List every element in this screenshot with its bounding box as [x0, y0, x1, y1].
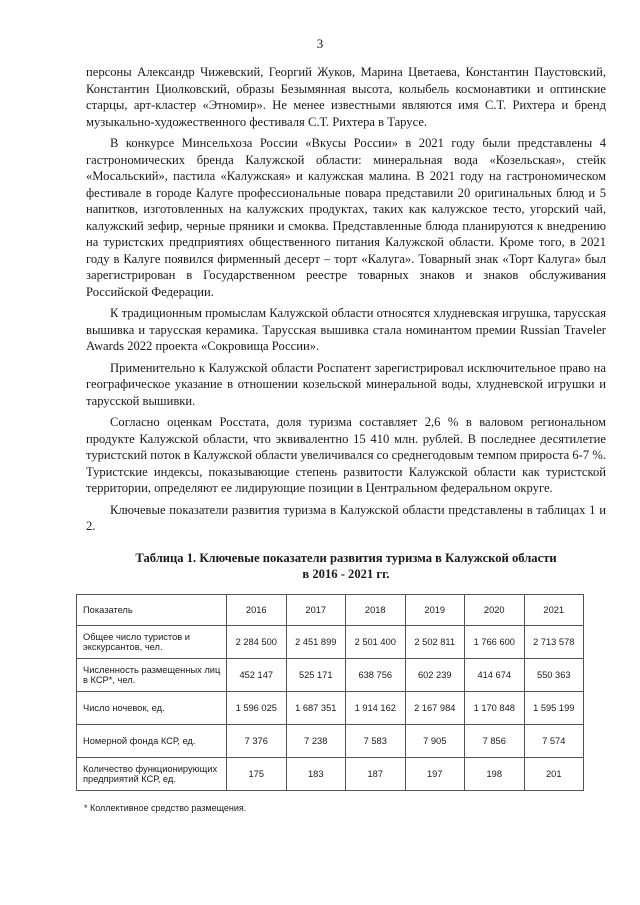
paragraph: Ключевые показатели развития туризма в Калужской области представлены в таблицах 1 и 2.: [86, 502, 606, 533]
table-cell: 7 574: [524, 725, 584, 758]
table-cell: 525 171: [286, 659, 346, 692]
row-label: Число ночевок, ед.: [77, 692, 227, 725]
paragraph: Согласно оценкам Росстата, доля туризма составляет 2,6 % в валовом региональном продукте Калужской области, что эквивалентно 15 410 млн. рублей. В последнее десятилетие туристский поток в Калужской области увеличивался со среднегодовым темпом прироста 6-7 %. Туристские индексы, показывающие степень развитости Калужской области как туристской территории, определяют ее лидирующие позиции в Центральном федеральном округе.: [86, 415, 606, 495]
table-row: [77, 758, 584, 791]
header-cell: 2017: [286, 595, 346, 626]
table-cell: 1 596 025: [227, 692, 287, 725]
table-cell: 7 856: [465, 725, 525, 758]
table-cell: 7 238: [286, 725, 346, 758]
table-title-line: Таблица 1. Ключевые показатели развития туризма в Калужской области: [135, 551, 557, 565]
table-cell: 1 170 848: [465, 692, 525, 725]
row-label: Общее число туристов и экскурсантов, чел.: [77, 626, 227, 659]
table-cell: 187: [346, 758, 406, 791]
table-cell: 175: [227, 758, 287, 791]
table-cell: 1 766 600: [465, 626, 525, 659]
table-row: [77, 692, 584, 725]
header-cell: 2016: [227, 595, 287, 626]
table-cell: 550 363: [524, 659, 584, 692]
table-cell: 7 376: [227, 725, 287, 758]
table-cell: 1 595 199: [524, 692, 584, 725]
table-cell: 602 239: [405, 659, 465, 692]
table-header-row: [77, 595, 584, 626]
table-cell: 2 501 400: [346, 626, 406, 659]
table-title-line: в 2016 - 2021 гг.: [302, 567, 390, 581]
header-cell: 2020: [465, 595, 525, 626]
table-cell: 198: [465, 758, 525, 791]
table-cell: 7 905: [405, 725, 465, 758]
table-cell: 1 687 351: [286, 692, 346, 725]
table-cell: 2 502 811: [405, 626, 465, 659]
body-text: [86, 64, 606, 540]
paragraph: персоны Александр Чижевский, Георгий Жуков, Марина Цветаева, Константин Паустовский, Константин Циолковский, образы Безымянная высота, колыбель космонавтики и оптинские старцы, арт-кластер «Этномир». Не менее известными являются имя С.Т. Рихтера и бренд музыкально-художественного фестиваля С.Т. Рихтера в Тарусе.: [86, 65, 606, 129]
table-cell: 414 674: [465, 659, 525, 692]
table-cell: 2 284 500: [227, 626, 287, 659]
table-row: [77, 725, 584, 758]
table-cell: 452 147: [227, 659, 287, 692]
header-cell: 2019: [405, 595, 465, 626]
paragraph: Применительно к Калужской области Роспатент зарегистрировал исключительное право на географическое указание в отношении козельской минеральной воды, хлудневской игрушки и тарусской вышивки.: [86, 360, 606, 408]
table-cell: 2 167 984: [405, 692, 465, 725]
kpi-table: [76, 594, 584, 791]
paragraph: В конкурсе Минсельхоза России «Вкусы России» в 2021 году были представлены 4 гастрономических бренда Калужской области: минеральная вода «Козельская», стейк «Мосальский», пастила «Калужская» и калужская малина. В 2021 году на гастрономическом фестивале в городе Калуге профессиональные повара представили 20 оригинальных блюд и 5 напитков, изготовленных на калужских продуктах, таких как калужское тесто, угорский чай, калужский зефир, черные пряники и смоква. Представленные блюда планируются к внедрению на туристских предприятиях общественного питания Калужской области. Кроме того, в 2021 году в Калуге появился фирменный десерт – торт «Калуга». Товарный знак «Торт Калуга» был зарегистрирован в Государственном реестре товарных знаков и знаков обслуживания Российской Федерации.: [86, 136, 606, 299]
table-cell: 638 756: [346, 659, 406, 692]
table-cell: 183: [286, 758, 346, 791]
table-cell: 1 914 162: [346, 692, 406, 725]
page-number: 3: [316, 36, 324, 51]
row-label: Численность размещенных лиц в КСР*, чел.: [77, 659, 227, 692]
row-label: Количество функционирующих предприятий КСР, ед.: [77, 758, 227, 791]
header-cell: 2018: [346, 595, 406, 626]
header-cell: Показатель: [77, 595, 227, 626]
table-row: [77, 626, 584, 659]
table-cell: 7 583: [346, 725, 406, 758]
table-cell: 2 713 578: [524, 626, 584, 659]
paragraph: К традиционным промыслам Калужской области относятся хлудневская игрушка, тарусская вышивка и тарусская керамика. Тарусская вышивка стала номинантом премии Russian Traveler Awards 2022 проекта «Сокровища России».: [86, 306, 606, 353]
row-label: Номерной фонда КСР, ед.: [77, 725, 227, 758]
table-cell: 201: [524, 758, 584, 791]
table-footnote: * Коллективное средство размещения.: [84, 803, 247, 813]
table-row: [77, 659, 584, 692]
table-title: [86, 550, 606, 582]
table-cell: 197: [405, 758, 465, 791]
table-cell: 2 451 899: [286, 626, 346, 659]
header-cell: 2021: [524, 595, 584, 626]
